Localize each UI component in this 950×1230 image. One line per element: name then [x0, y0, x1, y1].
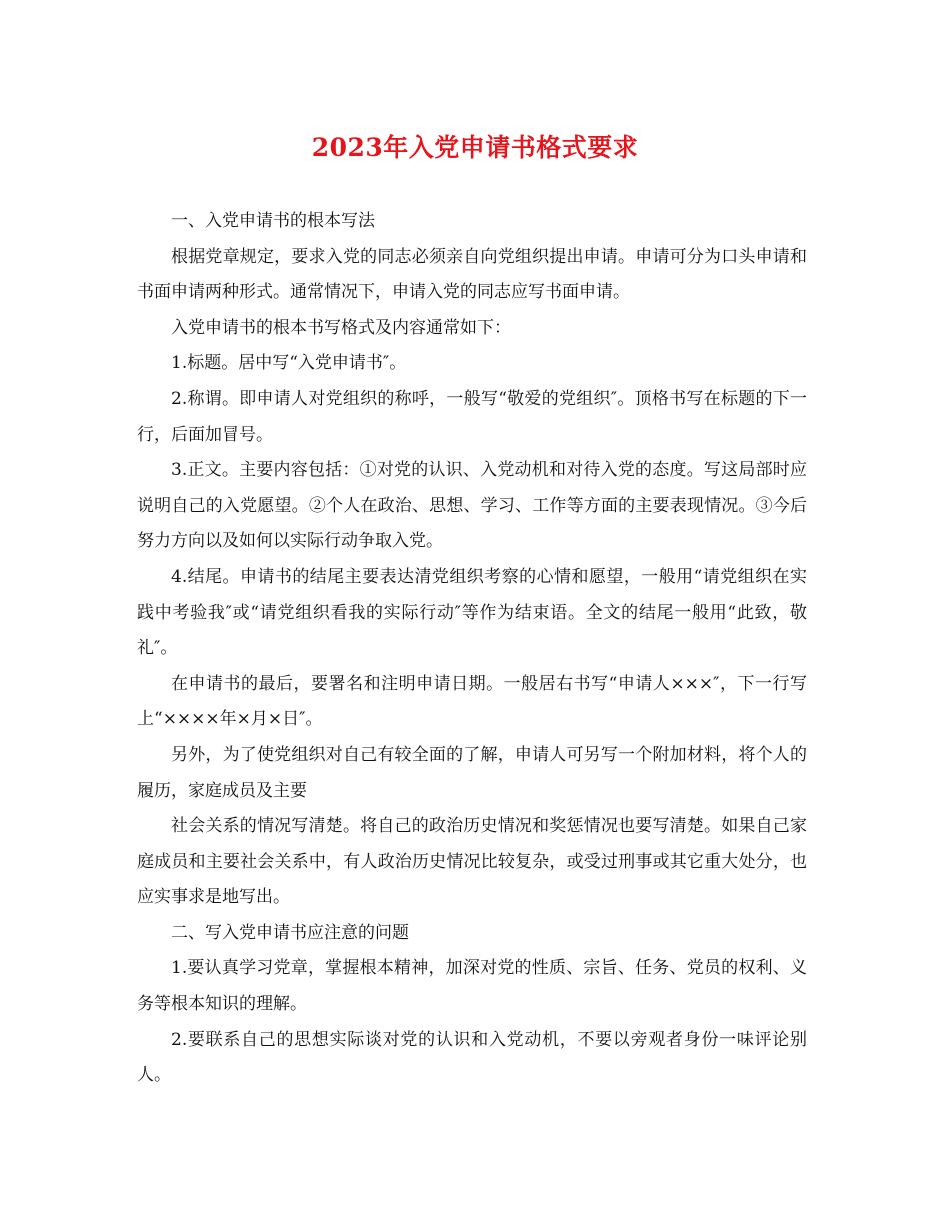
document-body	[137, 204, 807, 1094]
document-title: 2023年入党申请书格式要求	[311, 133, 639, 162]
list-item: 2.要联系自己的思想实际谈对党的认识和入党动机，不要以旁观者身份一味评论别人。	[137, 1029, 807, 1086]
body-paragraph: 在申请书的最后，要署名和注明申请日期。一般居右书写“申请人×××″，下一行写上“××××年×月×日″。	[137, 673, 807, 730]
body-paragraph: 根据党章规定，要求入党的同志必须亲自向党组织提出申请。申请可分为口头申请和书面申请两种形式。通常情况下，申请入党的同志应写书面申请。	[137, 246, 807, 303]
list-item: 2.称谓。即申请人对党组织的称呼，一般写“敬爱的党组织″。顶格书写在标题的下一行，后面加冒号。	[137, 388, 807, 445]
section-heading: 一、入党申请书的根本写法	[171, 211, 375, 231]
body-paragraph: 社会关系的情况写清楚。将自己的政治历史情况和奖惩情况也要写清楚。如果自己家庭成员和主要社会关系中，有人政治历史情况比较复杂，或受过刑事或其它重大处分，也应实事求是地写出。	[137, 816, 807, 908]
list-item: 1.要认真学习党章，掌握根本精神，加深对党的性质、宗旨、任务、党员的权利、义务等根本知识的理解。	[137, 958, 807, 1015]
list-item: 1.标题。居中写“入党申请书″。	[171, 353, 407, 374]
list-item: 4.结尾。申请书的结尾主要表达清党组织考察的心情和愿望，一般用“请党组织在实践中考验我″或“请党组织看我的实际行动″等作为结束语。全文的结尾一般用“此致，敬礼″。	[137, 566, 807, 659]
list-item: 3.正文。主要内容包括：①对党的认识、入党动机和对待入党的态度。写这局部时应说明自己的入党愿望。②个人在政治、思想、学习、工作等方面的主要表现情况。③今后努力方向以及如何以实际行动争取入党。	[137, 460, 807, 552]
section-heading: 二、写入党申请书应注意的问题	[171, 922, 409, 943]
body-paragraph: 另外，为了使党组织对自己有较全面的了解，申请人可另写一个附加材料，将个人的履历，家庭成员及主要	[137, 744, 807, 801]
body-paragraph: 入党申请书的根本书写格式及内容通常如下：	[171, 317, 511, 338]
